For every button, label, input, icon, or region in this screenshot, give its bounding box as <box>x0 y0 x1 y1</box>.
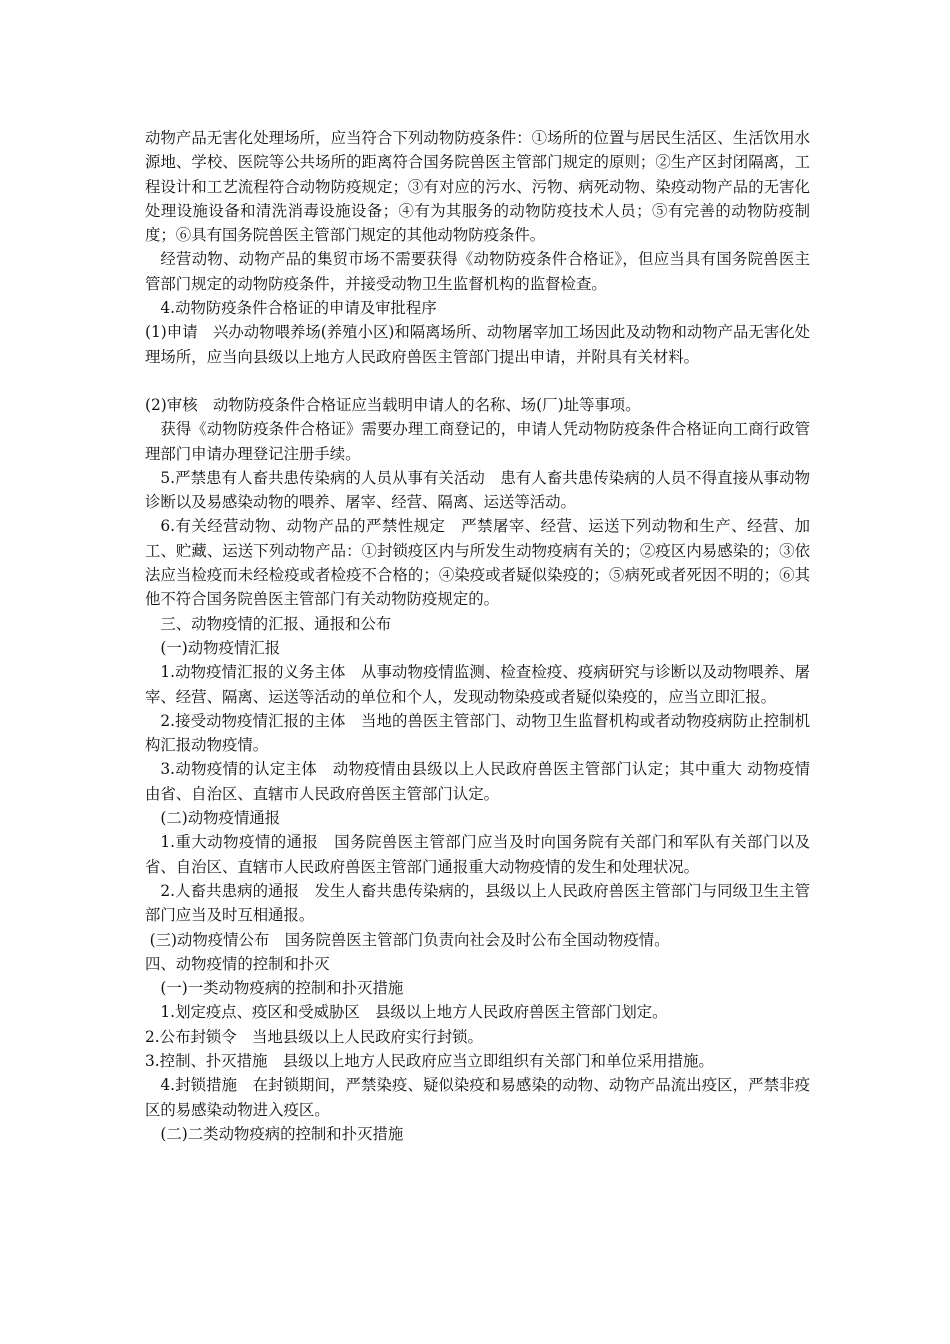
paragraph: 经营动物、动物产品的集贸市场不需要获得《动物防疫条件合格证》，但应当具有国务院兽医主管部门规定的动物防疫条件，并接受动物卫生监督机构的监督检查。 <box>145 250 810 293</box>
section-heading: 三、动物疫情的汇报、通报和公布 <box>160 614 392 633</box>
paragraph: 2.接受动物疫情汇报的主体 当地的兽医主管部门、动物卫生监督机构或者动物疫病防止控制机构汇报动物疫情。 <box>145 711 810 755</box>
blank-line <box>145 369 810 393</box>
paragraph: (2)审核 动物防疫条件合格证应当载明申请人的名称、场(厂)址等事项。 <box>145 395 641 414</box>
section-heading: 四、动物疫情的控制和扑灭 <box>145 954 330 973</box>
paragraph: 获得《动物防疫条件合格证》需要办理工商登记的，申请人凭动物防疫条件合格证向工商行政管理部门申请办理登记注册手续。 <box>145 420 810 463</box>
subsection-heading: (一)动物疫情汇报 <box>160 638 281 657</box>
paragraph: (1)申请 兴办动物喂养场(养殖小区)和隔离场所、动物屠宰加工场因此及动物和动物产品无害化处理场所，应当向县级以上地方人民政府兽医主管部门提出申请，并附具有关材料。 <box>145 323 810 366</box>
paragraph: 动物产品无害化处理场所，应当符合下列动物防疫条件：①场所的位置与居民生活区、生活饮用水源地、学校、医院等公共场所的距离符合国务院兽医主管部门规定的原则；②生产区封闭隔离，工程设计和工艺流程符合动物防疫规定；③有对应的污水、污物、病死动物、染疫动物产品的无害化处理设施设备和清洗消毒设施设备；④有为其服务的动物防疫技术人员；⑤有完善的动物防疫制度；⑥具有国务院兽医主管部门规定的其他动物防疫条件。 <box>145 129 810 245</box>
paragraph: 2.公布封锁令 当地县级以上人民政府实行封锁。 <box>145 1027 483 1046</box>
paragraph: 1.划定疫点、疫区和受威胁区 县级以上地方人民政府兽医主管部门划定。 <box>160 1003 668 1022</box>
subsection-heading: (一)一类动物疫病的控制和扑灭措施 <box>160 979 404 998</box>
document-body <box>145 126 810 1146</box>
paragraph: 1.重大动物疫情的通报 国务院兽医主管部门应当及时向国务院有关部门和军队有关部门以及省、自治区、直辖市人民政府兽医主管部门通报重大动物疫情的发生和处理状况。 <box>145 833 810 876</box>
paragraph: 4.动物防疫条件合格证的申请及审批程序 <box>160 299 437 318</box>
paragraph: 5.严禁患有人畜共患传染病的人员从事有关活动 患有人畜共患传染病的人员不得直接从事动物诊断以及易感染动物的喂养、屠宰、经营、隔离、运送等活动。 <box>145 468 810 512</box>
paragraph: 3.动物疫情的认定主体 动物疫情由县级以上人民政府兽医主管部门认定；其中重大 动物疫情由省、自治区、直辖市人民政府兽医主管部门认定。 <box>145 760 810 803</box>
paragraph: (三)动物疫情公布 国务院兽医主管部门负责向社会及时公布全国动物疫情。 <box>149 930 670 949</box>
paragraph: 1.动物疫情汇报的义务主体 从事动物疫情监测、检查检疫、疫病研究与诊断以及动物喂养、屠宰、经营、隔离、运送等活动的单位和个人，发现动物染疫或者疑似染疫的，应当立即汇报。 <box>145 663 810 706</box>
paragraph: 4.封锁措施 在封锁期间，严禁染疫、疑似染疫和易感染的动物、动物产品流出疫区，严禁非疫区的易感染动物进入疫区。 <box>145 1076 810 1119</box>
paragraph: 6.有关经营动物、动物产品的严禁性规定 严禁屠宰、经营、运送下列动物和生产、经营、加工、贮藏、运送下列动物产品：①封锁疫区内与所发生动物疫病有关的；②疫区内易感染的；③依法应当检疫而未经检疫或者检疫不合格的；④染疫或者疑似染疫的；⑤病死或者死因不明的；⑥其他不符合国务院兽医主管部门有关动物防疫规定的。 <box>145 517 810 609</box>
subsection-heading: (二)二类动物疫病的控制和扑灭措施 <box>160 1124 404 1143</box>
subsection-heading: (二)动物疫情通报 <box>160 809 281 828</box>
paragraph: 2.人畜共患病的通报 发生人畜共患传染病的，县级以上人民政府兽医主管部门与同级卫生主管部门应当及时互相通报。 <box>145 881 810 925</box>
paragraph: 3.控制、扑灭措施 县级以上地方人民政府应当立即组织有关部门和单位采用措施。 <box>145 1051 714 1070</box>
